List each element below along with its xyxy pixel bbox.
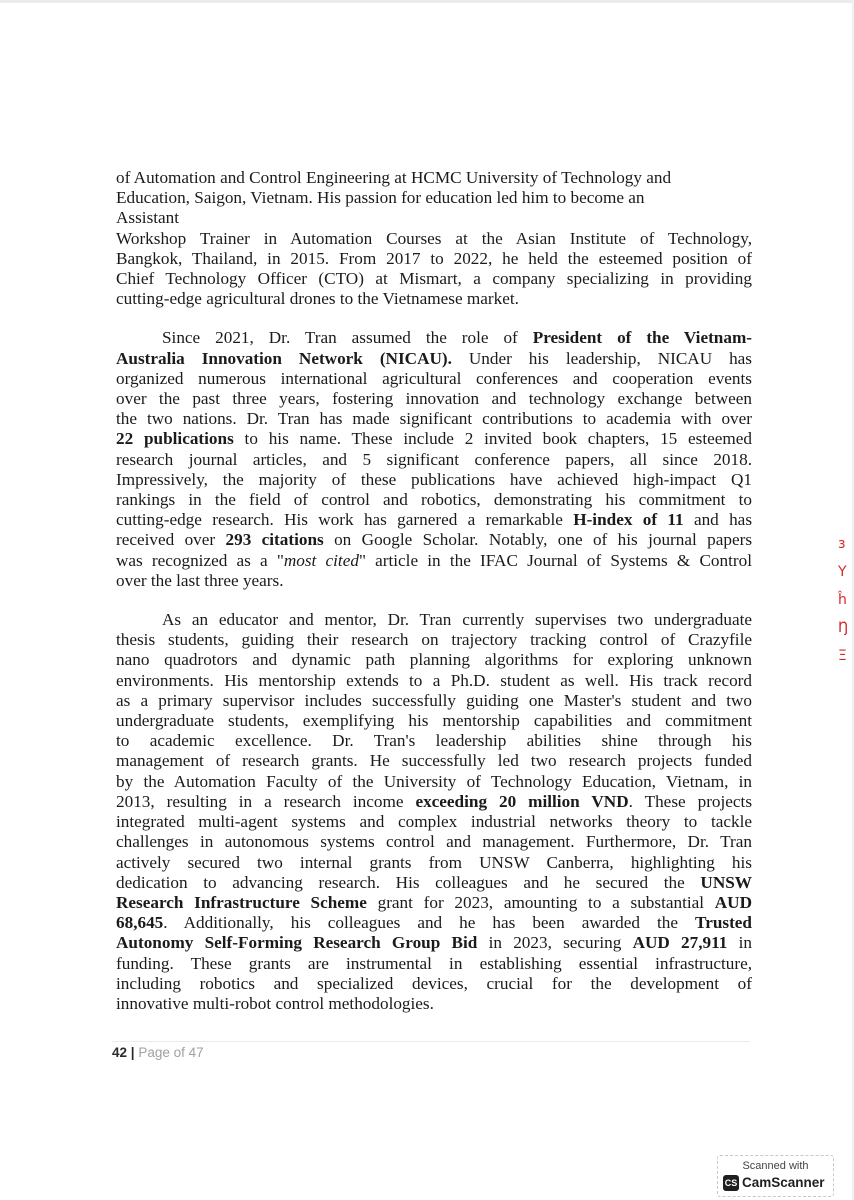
margin-mark: Ŋ — [838, 620, 849, 636]
text-line: management of research grants. He successfully led two research projects funded — [116, 751, 752, 771]
text-run: . These projects — [628, 791, 753, 811]
text-run: on Google Scholar. Notably, one of his journal papers — [323, 530, 753, 550]
text-run: 2013, resulting in a research income — [116, 791, 416, 811]
text-line: of Automation and Control Engineering at HCMC University of Technology and — [116, 168, 672, 187]
footer-separator: | — [130, 1045, 135, 1060]
text-line: over the last three years. — [116, 570, 284, 590]
text-line: as a primary supervisor includes successfully guiding one Master's student and two — [116, 690, 752, 710]
text-line: innovative multi-robot control methodologies. — [116, 993, 434, 1013]
text-line: Workshop Trainer in Automation Courses at the Asian Institute of Technology, — [116, 228, 752, 248]
page-number: 42 — [112, 1045, 128, 1060]
text-line — [116, 933, 752, 953]
paragraph-3 — [116, 610, 752, 1014]
text-run: to his name. These include 2 invited book chapters, 15 esteemed — [233, 429, 752, 449]
text-run: was recognized as a " — [116, 550, 284, 570]
page-footer — [112, 1041, 750, 1060]
margin-mark: Y — [838, 564, 847, 580]
text-line: Bangkok, Thailand, in 2015. From 2017 to 2022, he held the esteemed position of — [116, 248, 752, 268]
text-line: nano quadrotors and dynamic path planning algorithms for exploring unknown — [116, 650, 752, 670]
margin-mark: ĥ — [838, 592, 847, 608]
text-run: in — [727, 933, 752, 953]
margin-mark: ɜ — [838, 536, 846, 552]
text-line — [116, 328, 752, 348]
text-run: and has — [683, 510, 753, 530]
text-run-bold: Trusted — [695, 913, 752, 933]
text-run-bold: 22 publications — [116, 429, 234, 449]
text-run: grant for 2023, amounting to a substantial — [366, 892, 715, 912]
text-run-bold: AUD — [714, 892, 752, 912]
scanned-with-label: Scanned with — [742, 1160, 809, 1172]
text-run-bold: 293 citations — [225, 530, 324, 550]
text-run: . Additionally, his colleagues and he has been awarded the — [163, 913, 696, 933]
text-line — [116, 530, 752, 550]
text-line: over the past three years, fostering innovation and technology exchange between — [116, 389, 752, 409]
text-run-bold: Research Infrastructure Scheme — [116, 892, 367, 912]
text-line — [116, 792, 752, 812]
camscanner-logo-icon: CS — [723, 1175, 739, 1191]
text-line: challenges in autonomous systems control and management. Furthermore, Dr. Tran — [116, 832, 752, 852]
text-line: funding. These grants are instrumental in establishing essential infrastructure, — [116, 953, 752, 973]
text-line — [116, 551, 752, 571]
text-line — [116, 429, 752, 449]
paragraph-1 — [116, 168, 752, 309]
text-run-bold: exceeding 20 million VND — [415, 791, 629, 811]
text-line: undergraduate students, exemplifying his mentorship capabilities and commitment — [116, 711, 752, 731]
text-line: by the Automation Faculty of the University of Technology Education, Vietnam, in — [116, 771, 752, 791]
text-run-bold: President of the Vietnam- — [532, 328, 752, 348]
text-line: As an educator and mentor, Dr. Tran currently supervises two undergraduate — [162, 610, 752, 630]
text-run: " article in the IFAC Journal of Systems & Control — [358, 550, 752, 570]
text-run-bold: AUD 27,911 — [632, 933, 728, 953]
camscanner-watermark — [717, 1155, 834, 1197]
text-run-italic: most cited — [283, 550, 359, 570]
text-run-bold: Australia Innovation Network (NICAU). — [116, 348, 452, 368]
text-line: Chief Technology Officer (CTO) at Mismart, a company specializing in providing — [116, 269, 752, 289]
text-run: Since 2021, Dr. Tran assumed the role of — [162, 328, 533, 348]
camscanner-brand: CamScanner — [742, 1175, 825, 1190]
text-line: thesis students, guiding their research on trajectory tracking control of Crazyfile — [116, 630, 752, 650]
text-line: integrated multi-agent systems and complex industrial networks theory to tackle — [116, 812, 752, 832]
document-body — [116, 168, 752, 1014]
page-of-label: Page of 47 — [138, 1045, 204, 1060]
text-line — [116, 893, 752, 913]
text-run-bold: UNSW — [700, 872, 752, 892]
text-line: research journal articles, and 5 significant conference papers, all since 2018. — [116, 449, 752, 469]
text-run-bold: Autonomy Self-Forming Research Group Bid — [116, 933, 478, 953]
text-run: cutting-edge research. His work has garnered a remarkable — [116, 510, 574, 530]
text-run: received over — [116, 530, 226, 550]
text-line — [116, 873, 752, 893]
text-line: Education, Saigon, Vietnam. His passion for education led him to become an — [116, 188, 645, 208]
text-run: in 2023, securing — [477, 933, 633, 953]
text-line — [116, 349, 752, 369]
margin-mark: Ξ — [838, 648, 847, 664]
paragraph-2 — [116, 328, 752, 591]
text-line: including robotics and specialized devices, crucial for the development of — [116, 973, 752, 993]
text-run-bold: H-index of 11 — [573, 510, 684, 530]
text-line: the two nations. Dr. Tran has made significant contributions to academia with over — [116, 409, 752, 429]
text-line — [116, 510, 752, 530]
text-line — [116, 913, 752, 933]
text-run-bold: 68,645 — [116, 913, 164, 933]
text-line: actively secured two internal grants from UNSW Canberra, highlighting his — [116, 852, 752, 872]
page-edge-top — [0, 0, 854, 3]
text-line: organized numerous international agricultural conferences and cooperation events — [116, 368, 752, 388]
text-line: to academic excellence. Dr. Tran's leadership abilities shine through his — [116, 731, 752, 751]
text-run: Under his leadership, NICAU has — [451, 348, 752, 368]
text-line: Assistant — [116, 208, 180, 228]
handwritten-margin-marks — [838, 530, 854, 690]
text-line: cutting-edge agricultural drones to the Vietnamese market. — [116, 289, 519, 309]
text-line: rankings in the field of control and robotics, demonstrating his commitment to — [116, 490, 752, 510]
text-run: dedication to advancing research. His colleagues and he secured the — [116, 872, 701, 892]
text-line: Impressively, the majority of these publications have achieved high-impact Q1 — [116, 469, 752, 489]
text-line: environments. His mentorship extends to a Ph.D. student as well. His track record — [116, 670, 752, 690]
